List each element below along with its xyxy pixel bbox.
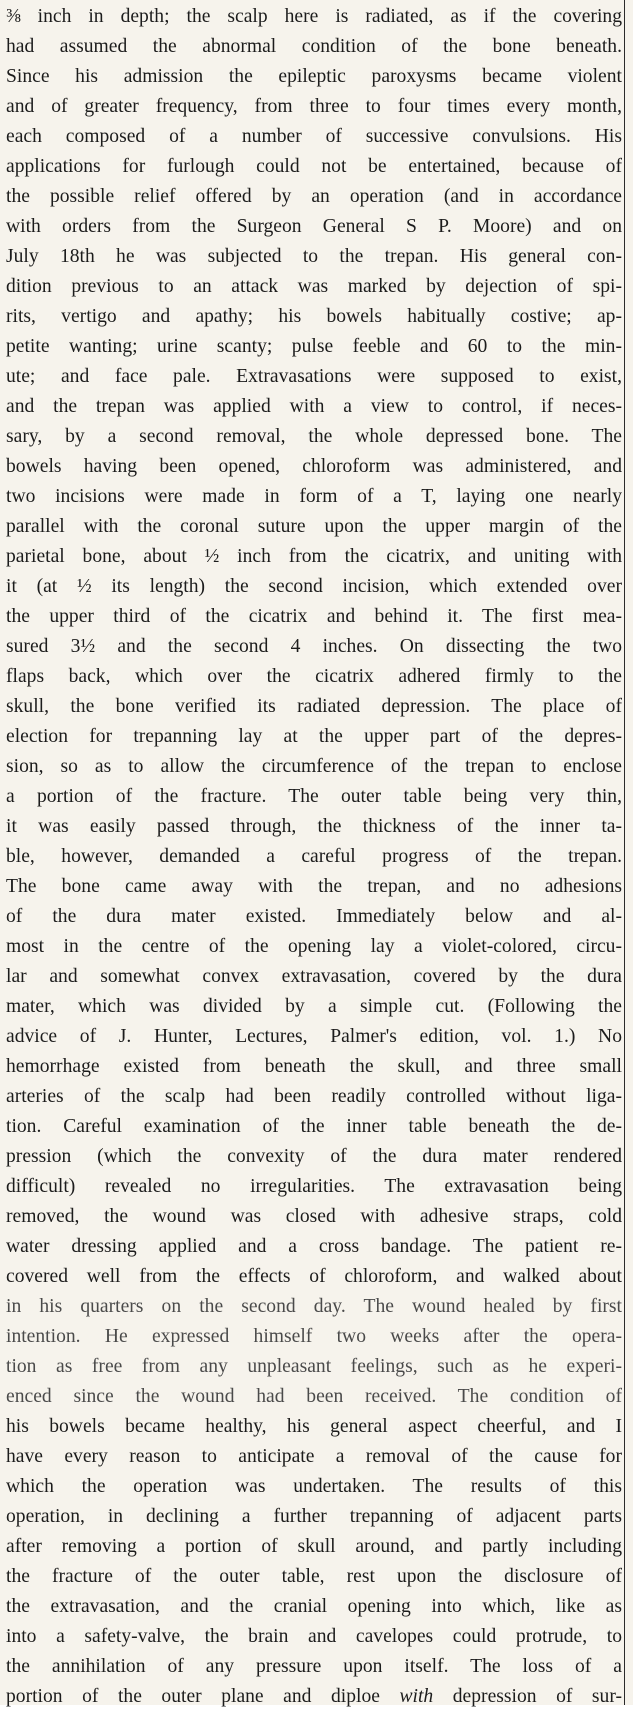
- text-line: after removing a portion of skull around, and partly including: [6, 1536, 622, 1557]
- text-line: pression (which the convexity of the dura mater rendered: [6, 1146, 622, 1167]
- text-line: ⅜ inch in depth; the scalp here is radiated, as if the covering: [6, 6, 622, 27]
- final-line-end: depression of sur-: [433, 1686, 622, 1707]
- column-rule: [624, 0, 625, 1705]
- text-line: sured 3½ and the second 4 inches. On dissecting the two: [6, 636, 622, 657]
- text-line: in his quarters on the second day. The wound healed by first: [6, 1296, 622, 1317]
- final-line-italic: with: [399, 1686, 434, 1707]
- text-line: intention. He expressed himself two weeks after the opera-: [6, 1326, 622, 1347]
- text-line: of the dura mater existed. Immediately below and al-: [6, 906, 622, 927]
- text-line: ble, however, demanded a careful progress of the trepan.: [6, 846, 622, 867]
- text-line: his bowels became healthy, his general aspect cheerful, and I: [6, 1416, 622, 1437]
- text-line: sary, by a second removal, the whole depressed bone. The: [6, 426, 622, 447]
- text-line: difficult) revealed no irregularities. The extravasation being: [6, 1176, 622, 1197]
- text-line-final: [6, 1682, 622, 1712]
- text-line: election for trepanning lay at the upper part of the depres-: [6, 726, 622, 747]
- text-line: skull, the bone verified its radiated depression. The place of: [6, 696, 622, 717]
- text-line: and of greater frequency, from three to four times every month,: [6, 96, 622, 117]
- text-line: water dressing applied and a cross bandage. The patient re-: [6, 1236, 622, 1257]
- text-line: have every reason to anticipate a removal of the cause for: [6, 1446, 622, 1467]
- text-line: dition previous to an attack was marked by dejection of spi-: [6, 276, 622, 297]
- text-line: the annihilation of any pressure upon itself. The loss of a: [6, 1656, 622, 1677]
- text-line: ute; and face pale. Extravasations were supposed to exist,: [6, 366, 622, 387]
- text-line: parallel with the coronal suture upon the upper margin of the: [6, 516, 622, 537]
- text-line: rits, vertigo and apathy; his bowels habitually costive; ap-: [6, 306, 622, 327]
- text-line: operation, in declining a further trepanning of adjacent parts: [6, 1506, 622, 1527]
- text-line: flaps back, which over the cicatrix adhered firmly to the: [6, 666, 622, 687]
- text-line: sion, so as to allow the circumference of the trepan to enclose: [6, 756, 622, 777]
- text-line: each composed of a number of successive convulsions. His: [6, 126, 622, 147]
- text-line: the upper third of the cicatrix and behind it. The first mea-: [6, 606, 622, 627]
- text-line: and the trepan was applied with a view to control, if neces-: [6, 396, 622, 417]
- text-line: lar and somewhat convex extravasation, covered by the dura: [6, 966, 622, 987]
- final-line-start: portion of the outer plane and diploe: [6, 1686, 400, 1707]
- text-line: had assumed the abnormal condition of the bone beneath.: [6, 36, 622, 57]
- text-column: [6, 2, 622, 1712]
- text-line: the extravasation, and the cranial opening into which, like as: [6, 1596, 622, 1617]
- text-line: tion as free from any unpleasant feelings, such as he experi-: [6, 1356, 622, 1377]
- text-line: bowels having been opened, chloroform was administered, and: [6, 456, 622, 477]
- text-line: a portion of the fracture. The outer table being very thin,: [6, 786, 622, 807]
- text-line: covered well from the effects of chloroform, and walked about: [6, 1266, 622, 1287]
- text-line: removed, the wound was closed with adhesive straps, cold: [6, 1206, 622, 1227]
- text-line: the possible relief offered by an operation (and in accordance: [6, 186, 622, 207]
- text-line: it was easily passed through, the thickness of the inner ta-: [6, 816, 622, 837]
- text-line: which the operation was undertaken. The results of this: [6, 1476, 622, 1497]
- text-line: hemorrhage existed from beneath the skull, and three small: [6, 1056, 622, 1077]
- text-line: tion. Careful examination of the inner table beneath the de-: [6, 1116, 622, 1137]
- text-line: advice of J. Hunter, Lectures, Palmer's edition, vol. 1.) No: [6, 1026, 622, 1047]
- text-line: Since his admission the epileptic paroxysms became violent: [6, 66, 622, 87]
- text-line: most in the centre of the opening lay a violet-colored, circu-: [6, 936, 622, 957]
- text-line: with orders from the Surgeon General S P. Moore) and on: [6, 216, 622, 237]
- text-line: two incisions were made in form of a T, laying one nearly: [6, 486, 622, 507]
- text-line: enced since the wound had been received. The condition of: [6, 1386, 622, 1407]
- text-line: July 18th he was subjected to the trepan. His general con-: [6, 246, 622, 267]
- text-line: arteries of the scalp had been readily controlled without liga-: [6, 1086, 622, 1107]
- text-line: parietal bone, about ½ inch from the cicatrix, and uniting with: [6, 546, 622, 567]
- text-line: The bone came away with the trepan, and no adhesions: [6, 876, 622, 897]
- text-line: it (at ½ its length) the second incision, which extended over: [6, 576, 622, 597]
- text-line: mater, which was divided by a simple cut. (Following the: [6, 996, 622, 1017]
- text-line: into a safety-valve, the brain and cavelopes could protrude, to: [6, 1626, 622, 1647]
- text-line: applications for furlough could not be entertained, because of: [6, 156, 622, 177]
- text-line: the fracture of the outer table, rest upon the disclosure of: [6, 1566, 622, 1587]
- text-line: petite wanting; urine scanty; pulse feeble and 60 to the min-: [6, 336, 622, 357]
